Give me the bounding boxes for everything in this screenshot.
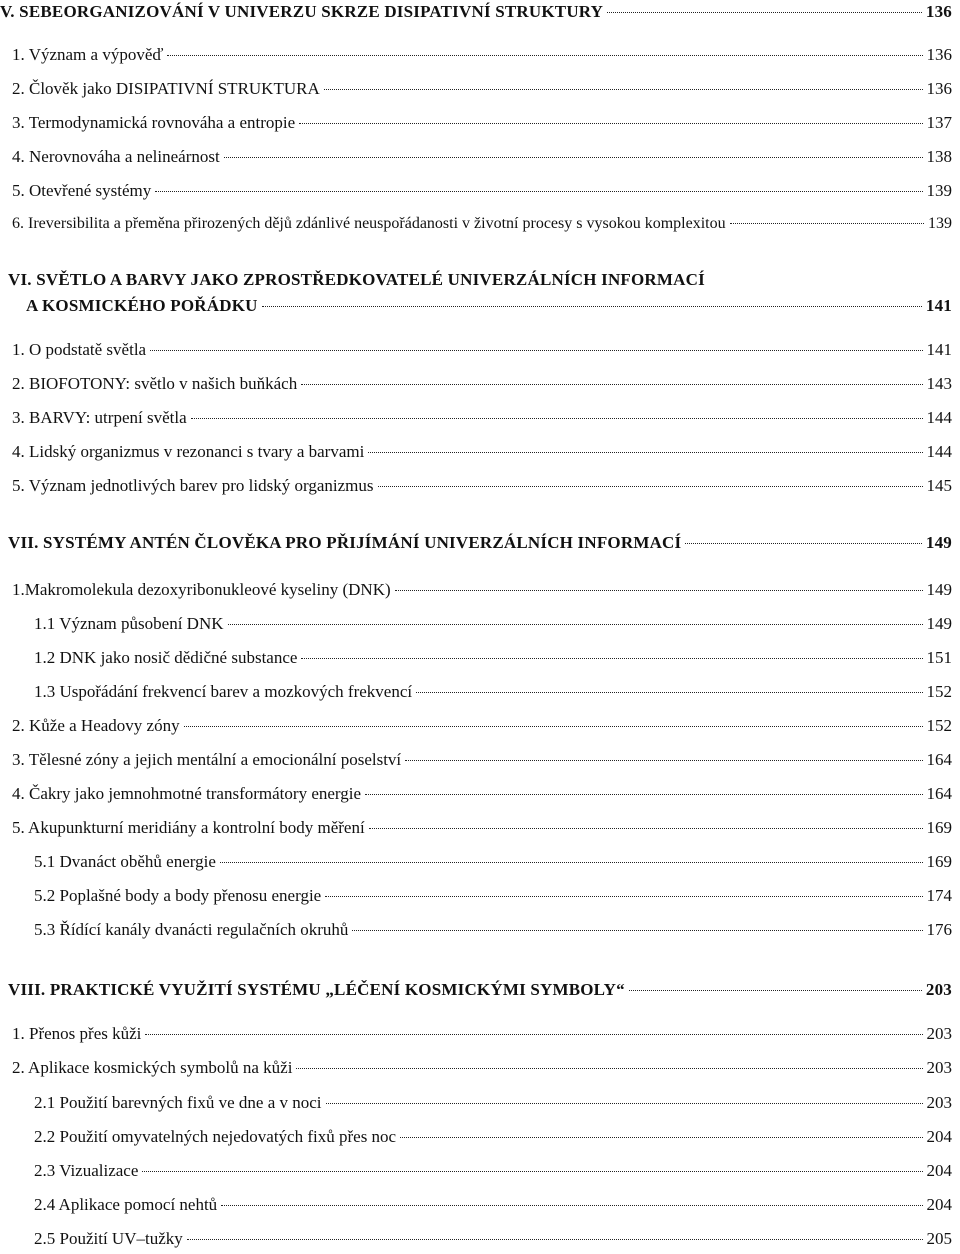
toc-page-number: 164 [926, 784, 952, 803]
toc-entry-title: 3. Tělesné zóny a jejich mentální a emocionální poselství [12, 750, 402, 769]
toc-page-number: 149 [926, 614, 952, 633]
toc-entry-title: 4. Lidský organizmus v rezonanci s tvary a barvami [12, 442, 365, 461]
toc-page-number: 149 [925, 533, 952, 552]
toc-entry-title: 3. BARVY: utrpení světla [12, 408, 187, 427]
toc-page-number: 204 [926, 1161, 952, 1180]
dot-leader [325, 896, 922, 897]
toc-entry-title: 1. Význam a výpověď [12, 45, 164, 64]
dot-leader [378, 486, 923, 487]
toc-page-number: 139 [926, 181, 952, 200]
toc-entry-title: 1. Přenos přes kůži [12, 1024, 142, 1043]
toc-page-number: 139 [928, 215, 952, 232]
toc-entry-title: 2. Člověk jako DISIPATIVNÍ STRUKTURA [12, 79, 320, 98]
dot-leader [352, 930, 922, 931]
toc-entry [12, 750, 952, 770]
toc-page-number: 149 [926, 580, 952, 599]
toc-entry-title: 2.1 Použití barevných fixů ve dne a v noci [34, 1093, 322, 1112]
toc-page-number: 151 [926, 648, 952, 667]
dot-leader [607, 12, 922, 13]
toc-entry [12, 79, 952, 99]
toc-entry [12, 340, 952, 360]
dot-leader [224, 157, 923, 158]
dot-leader [301, 658, 922, 659]
toc-page-number: 203 [926, 1058, 952, 1077]
toc-chapter [0, 2, 952, 22]
dot-leader [150, 350, 922, 351]
dot-leader [191, 418, 923, 419]
toc-chapter-title-continued: A KOSMICKÉHO POŘÁDKU [26, 296, 258, 315]
toc-chapter [8, 533, 952, 553]
toc-page-number: 152 [926, 716, 952, 735]
toc-entry [34, 852, 952, 872]
toc-page-number: 144 [926, 442, 952, 461]
toc-entry [34, 1195, 952, 1215]
toc-page-number: 174 [926, 886, 952, 905]
toc-entry-title: 2. Aplikace kosmických symbolů na kůži [12, 1058, 293, 1077]
toc-entry [12, 215, 952, 233]
dot-leader [220, 862, 923, 863]
toc-page-number: 169 [926, 852, 952, 871]
toc-entry-title: 2.3 Vizualizace [34, 1161, 139, 1180]
toc-entry-title: 1.Makromolekula dezoxyribonukleové kyseliny (DNK) [12, 580, 391, 599]
toc-entry [34, 614, 952, 634]
toc-entry-title: 6. Ireversibilita a přeměna přirozených dějů zdánlivé neuspořádanosti v životní procesy s vysokou komplexitou [12, 215, 726, 232]
dot-leader [730, 223, 924, 224]
toc-entry [34, 920, 952, 940]
toc-entry-title: 5. Akupunkturní meridiány a kontrolní body měření [12, 818, 365, 837]
toc-entry-title: 2.2 Použití omyvatelných nejedovatých fixů přes noc [34, 1127, 397, 1146]
toc-entry [12, 818, 952, 838]
toc-page-number: 141 [925, 296, 952, 315]
toc-entry [12, 374, 952, 394]
dot-leader [365, 794, 922, 795]
toc-chapter-title: VII. SYSTÉMY ANTÉN ČLOVĚKA PRO PŘIJÍMÁNÍ UNIVERZÁLNÍCH INFORMACÍ [8, 533, 682, 552]
dot-leader [405, 760, 922, 761]
toc-entry-title: 5. Význam jednotlivých barev pro lidský organizmus [12, 476, 374, 495]
dot-leader [369, 828, 923, 829]
dot-leader [296, 1068, 922, 1069]
toc-chapter-title: VIII. PRAKTICKÉ VYUŽITÍ SYSTÉMU „LÉČENÍ KOSMICKÝMI SYMBOLY“ [8, 980, 625, 999]
dot-leader [145, 1034, 922, 1035]
toc-entry-title: 5. Otevřené systémy [12, 181, 152, 200]
toc-page-number: 136 [926, 45, 952, 64]
dot-leader [228, 624, 923, 625]
toc-page-number: 136 [926, 79, 952, 98]
toc-entry [12, 716, 952, 736]
toc-entry-title: 2. BIOFOTONY: světlo v našich buňkách [12, 374, 298, 393]
toc-page-number: 152 [926, 682, 952, 701]
dot-leader [221, 1205, 922, 1206]
dot-leader [326, 1103, 923, 1104]
toc-entry [12, 45, 952, 65]
toc-entry [34, 1127, 952, 1147]
toc-page-number: 136 [925, 2, 952, 21]
toc-entry [34, 682, 952, 702]
dot-leader [299, 123, 922, 124]
toc-entry [12, 580, 952, 600]
dot-leader [416, 692, 922, 693]
toc-page-number: 145 [926, 476, 952, 495]
toc-entry-title: 2.4 Aplikace pomocí nehtů [34, 1195, 218, 1214]
toc-entry [34, 886, 952, 906]
toc-chapter-title: VI. SVĚTLO A BARVY JAKO ZPROSTŘEDKOVATELÉ UNIVERZÁLNÍCH INFORMACÍ [8, 270, 705, 289]
dot-leader [142, 1171, 922, 1172]
dot-leader [301, 384, 922, 385]
dot-leader [262, 306, 922, 307]
toc-page-number: 143 [926, 374, 952, 393]
toc-page-number: 203 [926, 1093, 952, 1112]
toc-entry-title: 1.2 DNK jako nosič dědičné substance [34, 648, 298, 667]
toc-page-number: 164 [926, 750, 952, 769]
dot-leader [395, 590, 923, 591]
toc-page-number: 138 [926, 147, 952, 166]
toc-entry-title: 3. Termodynamická rovnováha a entropie [12, 113, 296, 132]
toc-entry [12, 442, 952, 462]
toc-entry [12, 784, 952, 804]
toc-entry [12, 408, 952, 428]
toc-page-number: 169 [926, 818, 952, 837]
toc-page-number: 204 [926, 1127, 952, 1146]
toc-chapter [8, 980, 952, 1000]
toc-entry [12, 476, 952, 496]
toc-entry-title: 5.2 Poplašné body a body přenosu energie [34, 886, 322, 905]
dot-leader [368, 452, 922, 453]
toc-entry-title: 5.1 Dvanáct oběhů energie [34, 852, 216, 871]
dot-leader [187, 1239, 923, 1240]
dot-leader [324, 89, 923, 90]
toc-entry [12, 147, 952, 167]
dot-leader [400, 1137, 922, 1138]
toc-entry [34, 1161, 952, 1181]
toc-entry-title: 1. O podstatě světla [12, 340, 147, 359]
toc-page-number: 203 [925, 980, 952, 999]
toc-entry [12, 1024, 952, 1044]
toc-entry-title: 1.3 Uspořádání frekvencí barev a mozkových frekvencí [34, 682, 413, 701]
toc-entry [12, 1058, 952, 1078]
dot-leader [167, 55, 922, 56]
toc-entry-title: 5.3 Řídící kanály dvanácti regulačních okruhů [34, 920, 349, 939]
toc-page-number: 144 [926, 408, 952, 427]
toc-chapter [26, 296, 952, 316]
dot-leader [629, 990, 922, 991]
dot-leader [685, 543, 922, 544]
toc-entry-title: 2.5 Použití UV–tužky [34, 1229, 183, 1248]
toc-entry-title: 2. Kůže a Headovy zóny [12, 716, 180, 735]
toc-entry [34, 648, 952, 668]
toc-page-number: 204 [926, 1195, 952, 1214]
toc-entry [12, 181, 952, 201]
dot-leader [184, 726, 923, 727]
toc-entry [12, 113, 952, 133]
dot-leader [155, 191, 922, 192]
toc-entry-title: 4. Nerovnováha a nelineárnost [12, 147, 220, 166]
toc-chapter-title: V. SEBEORGANIZOVÁNÍ V UNIVERZU SKRZE DISIPATIVNÍ STRUKTURY [0, 2, 604, 21]
toc-entry [34, 1093, 952, 1113]
toc-entry-title: 4. Čakry jako jemnohmotné transformátory energie [12, 784, 362, 803]
toc-page-number: 205 [926, 1229, 952, 1248]
toc-page-number: 141 [926, 340, 952, 359]
toc-page-number: 203 [926, 1024, 952, 1043]
toc-entry [34, 1229, 952, 1249]
toc-page-number: 176 [926, 920, 952, 939]
toc-entry-title: 1.1 Význam působení DNK [34, 614, 224, 633]
toc-page-number: 137 [926, 113, 952, 132]
